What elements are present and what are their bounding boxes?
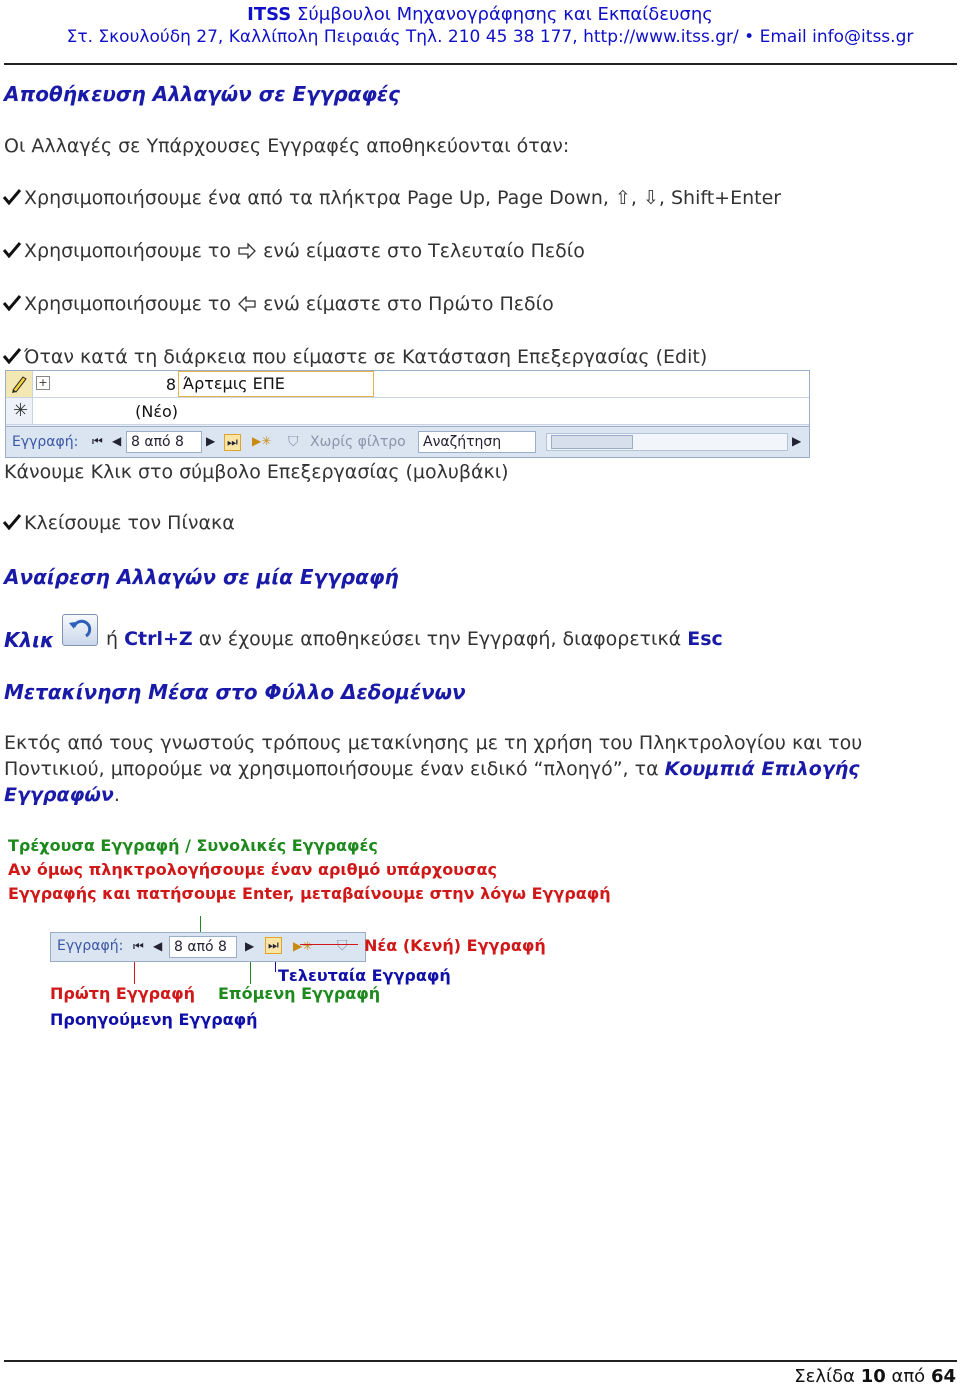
next-record-icon[interactable]: ▶	[206, 434, 216, 448]
check-icon	[2, 348, 22, 364]
brand: ITSS	[247, 4, 292, 25]
new-record-label: Νέα (Κενή) Εγγραφή	[364, 936, 546, 955]
last-record-label: Τελευταία Εγγραφή	[278, 966, 451, 985]
pointer-new	[300, 944, 358, 945]
record-buttons-link: Κουμπιά Επιλογής	[664, 758, 860, 780]
prev-record-icon[interactable]: ◀	[153, 939, 163, 953]
check-icon	[2, 514, 22, 530]
total-pages: 64	[930, 1366, 956, 1387]
after-shot-text: Κάνουμε Κλικ στο σύμβολο Επεξεργασίας (μολυβάκι)	[4, 461, 509, 483]
undo-line	[106, 628, 723, 650]
new-record-icon[interactable]: ▶✳	[252, 434, 272, 448]
right-arrow-icon	[237, 243, 257, 259]
filter-icon[interactable]: ⛉	[337, 938, 348, 954]
click-word: Κλικ	[4, 628, 55, 652]
record-id: 8	[165, 375, 176, 394]
header-line1	[0, 4, 960, 26]
annotation-current-total: Τρέχουσα Εγγραφή / Συνολικές Εγγραφές	[8, 836, 378, 855]
new-record-label: (Νέο)	[135, 402, 178, 421]
record-counter[interactable]: 8 από 8	[169, 936, 237, 958]
annotation-type-number-1: Αν όμως πληκτρολογήσουμε έναν αριθμό υπάρχουσας	[8, 860, 497, 879]
pointer-first	[134, 962, 135, 984]
section-title-navigate: Μετακίνηση Μέσα στο Φύλλο Δεδομένων	[4, 680, 466, 704]
nav-label: Εγγραφή:	[12, 434, 79, 450]
page-header	[0, 4, 960, 48]
horizontal-scrollbar[interactable]	[546, 433, 788, 451]
bullet-last-field-a: Χρησιμοποιήσουμε το	[24, 240, 231, 262]
filter-icon[interactable]: ⛉	[288, 434, 299, 450]
page-word: Σελίδα	[794, 1366, 855, 1387]
bullet-close-table-text: Κλείσουμε τον Πίνακα	[24, 512, 235, 534]
prev-record-label: Προηγούμενη Εγγραφή	[50, 1010, 258, 1029]
last-record-icon[interactable]: ⏭	[224, 434, 241, 451]
pointer-next	[250, 962, 251, 984]
of-word: από	[891, 1366, 926, 1387]
datasheet-screenshot	[5, 370, 810, 458]
next-record-label: Επόμενη Εγγραφή	[218, 984, 381, 1003]
para-line2	[4, 758, 860, 780]
check-icon	[2, 242, 22, 258]
datasheet-row-new	[6, 398, 809, 425]
footer-rule	[4, 1360, 957, 1362]
first-record-icon[interactable]: ⏮	[92, 434, 103, 448]
first-record-icon[interactable]: ⏮	[133, 939, 144, 953]
bullet-first-field-b: ενώ είμαστε στο Πρώτο Πεδίο	[263, 293, 554, 315]
undo-or: ή	[106, 628, 119, 650]
annotation-type-number-2: Εγγραφής και πατήσουμε Enter, μεταβαίνουμε στην λόγω Εγγραφή	[8, 884, 611, 903]
page-footer	[794, 1366, 956, 1387]
check-icon	[2, 189, 22, 205]
expand-icon[interactable]: +	[36, 376, 50, 390]
no-filter-label[interactable]: Χωρίς φίλτρο	[310, 434, 406, 450]
bullet-keys	[2, 187, 781, 209]
pointer-last	[275, 962, 276, 972]
next-record-icon[interactable]: ▶	[245, 939, 255, 953]
undo-desc: αν έχουμε αποθηκεύσει την Εγγραφή, διαφορετικά	[198, 628, 682, 650]
bullet-last-field	[2, 240, 585, 262]
datasheet-row-edit	[6, 371, 809, 398]
scroll-thumb[interactable]	[551, 435, 633, 449]
bullet-edit-mode	[2, 346, 707, 368]
header-address: Στ. Σκουλούδη 27, Καλλίπολη Πειραιάς Τηλ. 210 45 38 177, http://www.itss.gr/	[66, 27, 739, 47]
left-arrow-icon	[237, 296, 257, 312]
para-line2-text: Ποντικιού, μπορούμε να χρησιμοποιήσουμε έναν ειδικό “πλοηγό”, τα	[4, 758, 659, 780]
para-end: .	[113, 784, 120, 806]
ctrl-z: Ctrl+Z	[124, 628, 193, 650]
last-record-icon[interactable]: ⏭	[265, 937, 282, 954]
bullet-first-field-a: Χρησιμοποιήσουμε το	[24, 293, 231, 315]
para-line1: Εκτός από τους γνωστούς τρόπους μετακίνησης με τη χρήση του Πληκτρολογίου και του	[4, 732, 863, 754]
records-word: Εγγραφών	[4, 784, 114, 806]
section-title-save: Αποθήκευση Αλλαγών σε Εγγραφές	[4, 82, 401, 106]
header-tagline: Σύμβουλοι Μηχανογράφησης και Εκπαίδευσης	[291, 4, 713, 25]
row-selector[interactable]	[6, 371, 33, 397]
esc-key: Esc	[687, 628, 723, 650]
pencil-icon	[6, 371, 32, 397]
page-number: 10	[860, 1366, 886, 1387]
undo-button[interactable]	[62, 614, 98, 646]
company-cell[interactable]: Άρτεμις ΕΠΕ	[178, 371, 374, 397]
bullet-keys-text: Χρησιμοποιήσουμε ένα από τα πλήκτρα Page Up, Page Down, ⇧, ⇩, Shift+Enter	[24, 187, 782, 209]
bullet-edit-mode-text: Όταν κατά τη διάρκεια που είμαστε σε Κατάσταση Επεξεργασίας (Edit)	[24, 346, 708, 368]
navigator-screenshot	[50, 932, 366, 962]
scroll-right-icon[interactable]: ▶	[792, 434, 802, 448]
nav2-label: Εγγραφή:	[57, 938, 124, 954]
header-email: Email info@itss.gr	[759, 27, 914, 47]
para-line3	[4, 784, 120, 806]
record-counter[interactable]: 8 από 8	[126, 431, 202, 453]
record-navigator	[6, 426, 809, 457]
asterisk-icon: ✳	[13, 400, 29, 421]
first-record-label: Πρώτη Εγγραφή	[50, 984, 195, 1003]
new-record-icon[interactable]: ▶✳	[293, 939, 313, 953]
check-icon	[2, 295, 22, 311]
bullet-dot: •	[744, 27, 755, 47]
undo-icon	[63, 615, 97, 645]
section-title-undo: Αναίρεση Αλλαγών σε μία Εγγραφή	[4, 565, 399, 589]
intro-text: Οι Αλλαγές σε Υπάρχουσες Εγγραφές αποθηκεύονται όταν:	[4, 135, 570, 157]
search-box[interactable]: Αναζήτηση	[418, 431, 536, 453]
header-line2	[0, 26, 960, 48]
bullet-close-table	[2, 512, 235, 534]
bullet-first-field	[2, 293, 554, 315]
prev-record-icon[interactable]: ◀	[112, 434, 122, 448]
bullet-last-field-b: ενώ είμαστε στο Τελευταίο Πεδίο	[263, 240, 585, 262]
new-row-selector[interactable]	[6, 398, 33, 424]
header-rule	[4, 63, 957, 65]
